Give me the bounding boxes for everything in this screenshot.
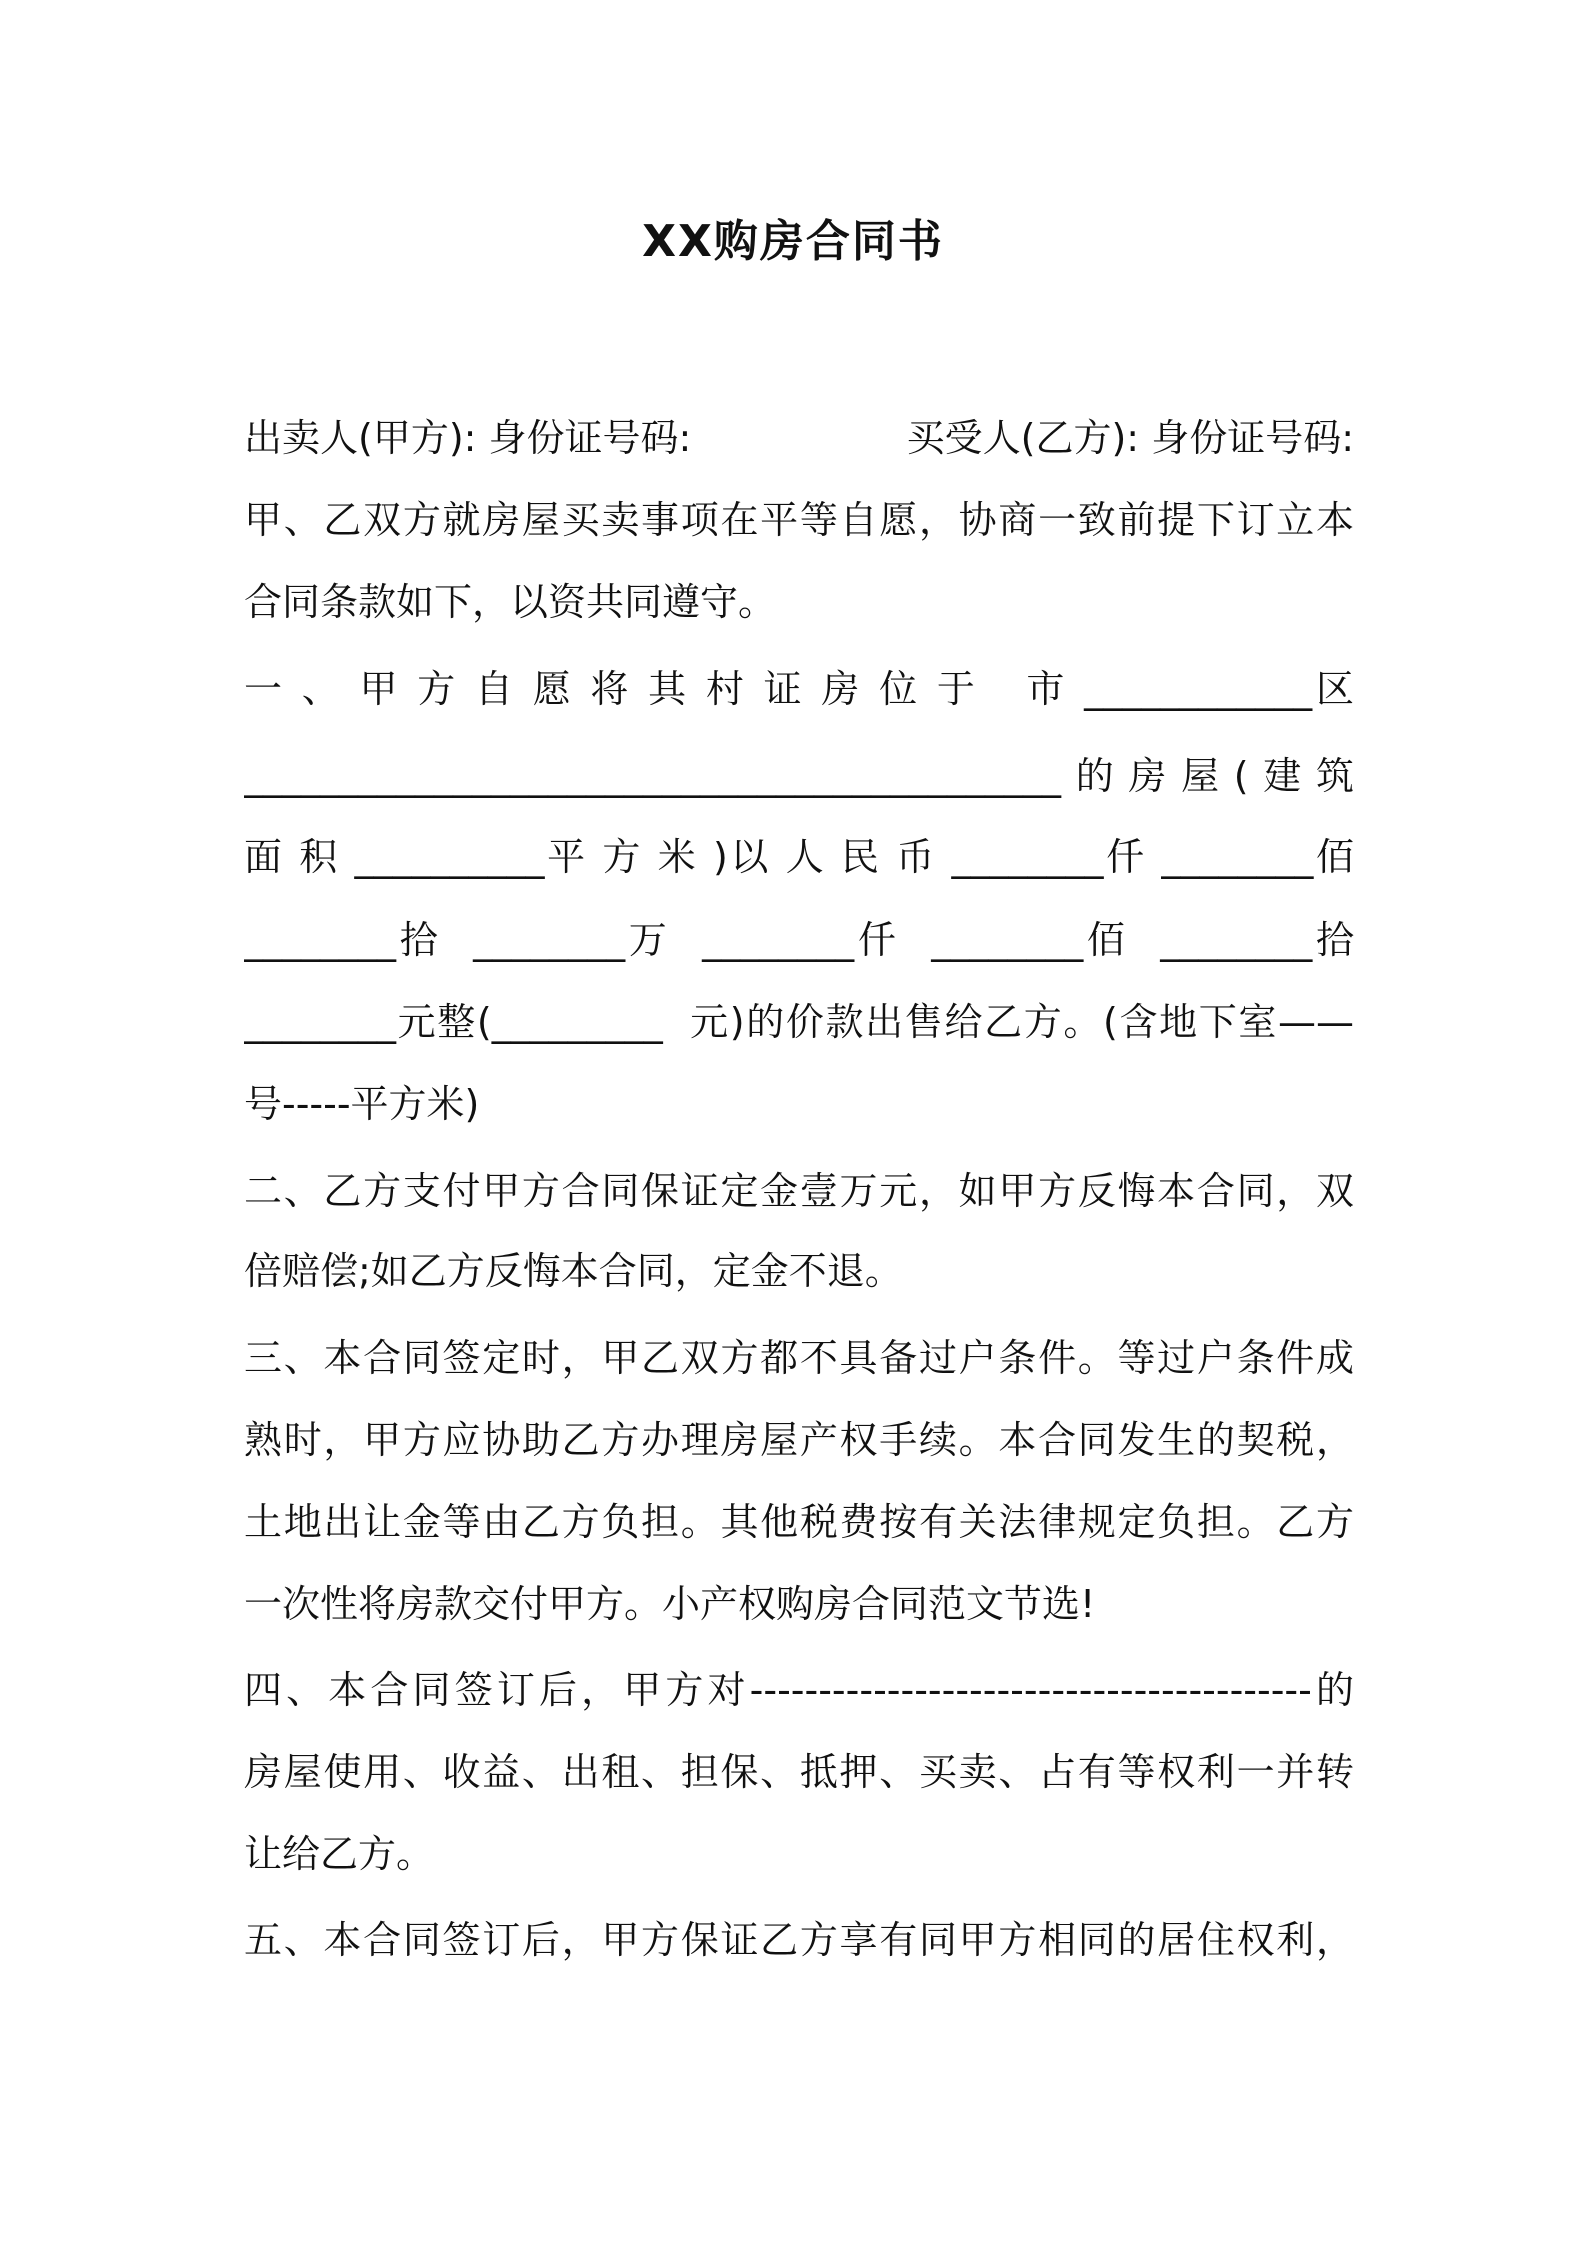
- clause-1-line: ___________________________________________的房屋(建筑: [244, 754, 1354, 798]
- clause-1-line: 面 积 __________平 方 米 )以 人 民 币 ________仟 ________佰: [244, 835, 1354, 879]
- paragraph-line: 合同条款如下，以资共同遵守。: [244, 580, 777, 624]
- clause-1-line: 号-----平方米): [244, 1082, 480, 1126]
- clause-4-line: 让给乙方。: [244, 1832, 435, 1876]
- clause-2-line: 二、乙方支付甲方合同保证定金壹万元，如甲方反悔本合同，双: [244, 1169, 1354, 1213]
- clause-2-line: 倍赔偿;如乙方反悔本合同，定金不退。: [244, 1249, 903, 1293]
- document-title: XX购房合同书: [642, 216, 944, 267]
- clause-3-line: 三、本合同签定时，甲乙双方都不具备过户条件。等过户条件成: [244, 1336, 1354, 1380]
- clause-4-line: 四、本合同签订后，甲方对-----------------------------------------的: [244, 1668, 1354, 1712]
- clause-3-line: 土地出让金等由乙方负担。其他税费按有关法律规定负担。乙方: [244, 1500, 1354, 1544]
- clause-3-line: 一次性将房款交付甲方。小产权购房合同范文节选!: [244, 1582, 1096, 1626]
- clause-5-line: 五、本合同签订后，甲方保证乙方享有同甲方相同的居住权利，: [244, 1918, 1354, 1962]
- paragraph-line: 甲、乙双方就房屋买卖事项在平等自愿，协商一致前提下订立本: [244, 498, 1354, 542]
- clause-4-line: 房屋使用、收益、出租、担保、抵押、买卖、占有等权利一并转: [244, 1750, 1354, 1794]
- clause-3-line: 熟时，甲方应协助乙方办理房屋产权手续。本合同发生的契税，: [244, 1418, 1354, 1462]
- parties-line: [244, 410, 1354, 466]
- buyer-label: 买受人(乙方): 身份证号码:: [906, 416, 1354, 460]
- clause-1-line: ________元整(_________ 元)的价款出售给乙方。(含地下室——: [244, 1000, 1354, 1044]
- clause-1-line: 一 、 甲 方 自 愿 将 其 村 证 房 位 于 市 ____________区: [244, 667, 1354, 711]
- clause-1-line: ________拾 ________万 ________仟 ________佰 ________拾: [244, 918, 1354, 962]
- seller-label: 出卖人(甲方): 身份证号码:: [244, 416, 692, 460]
